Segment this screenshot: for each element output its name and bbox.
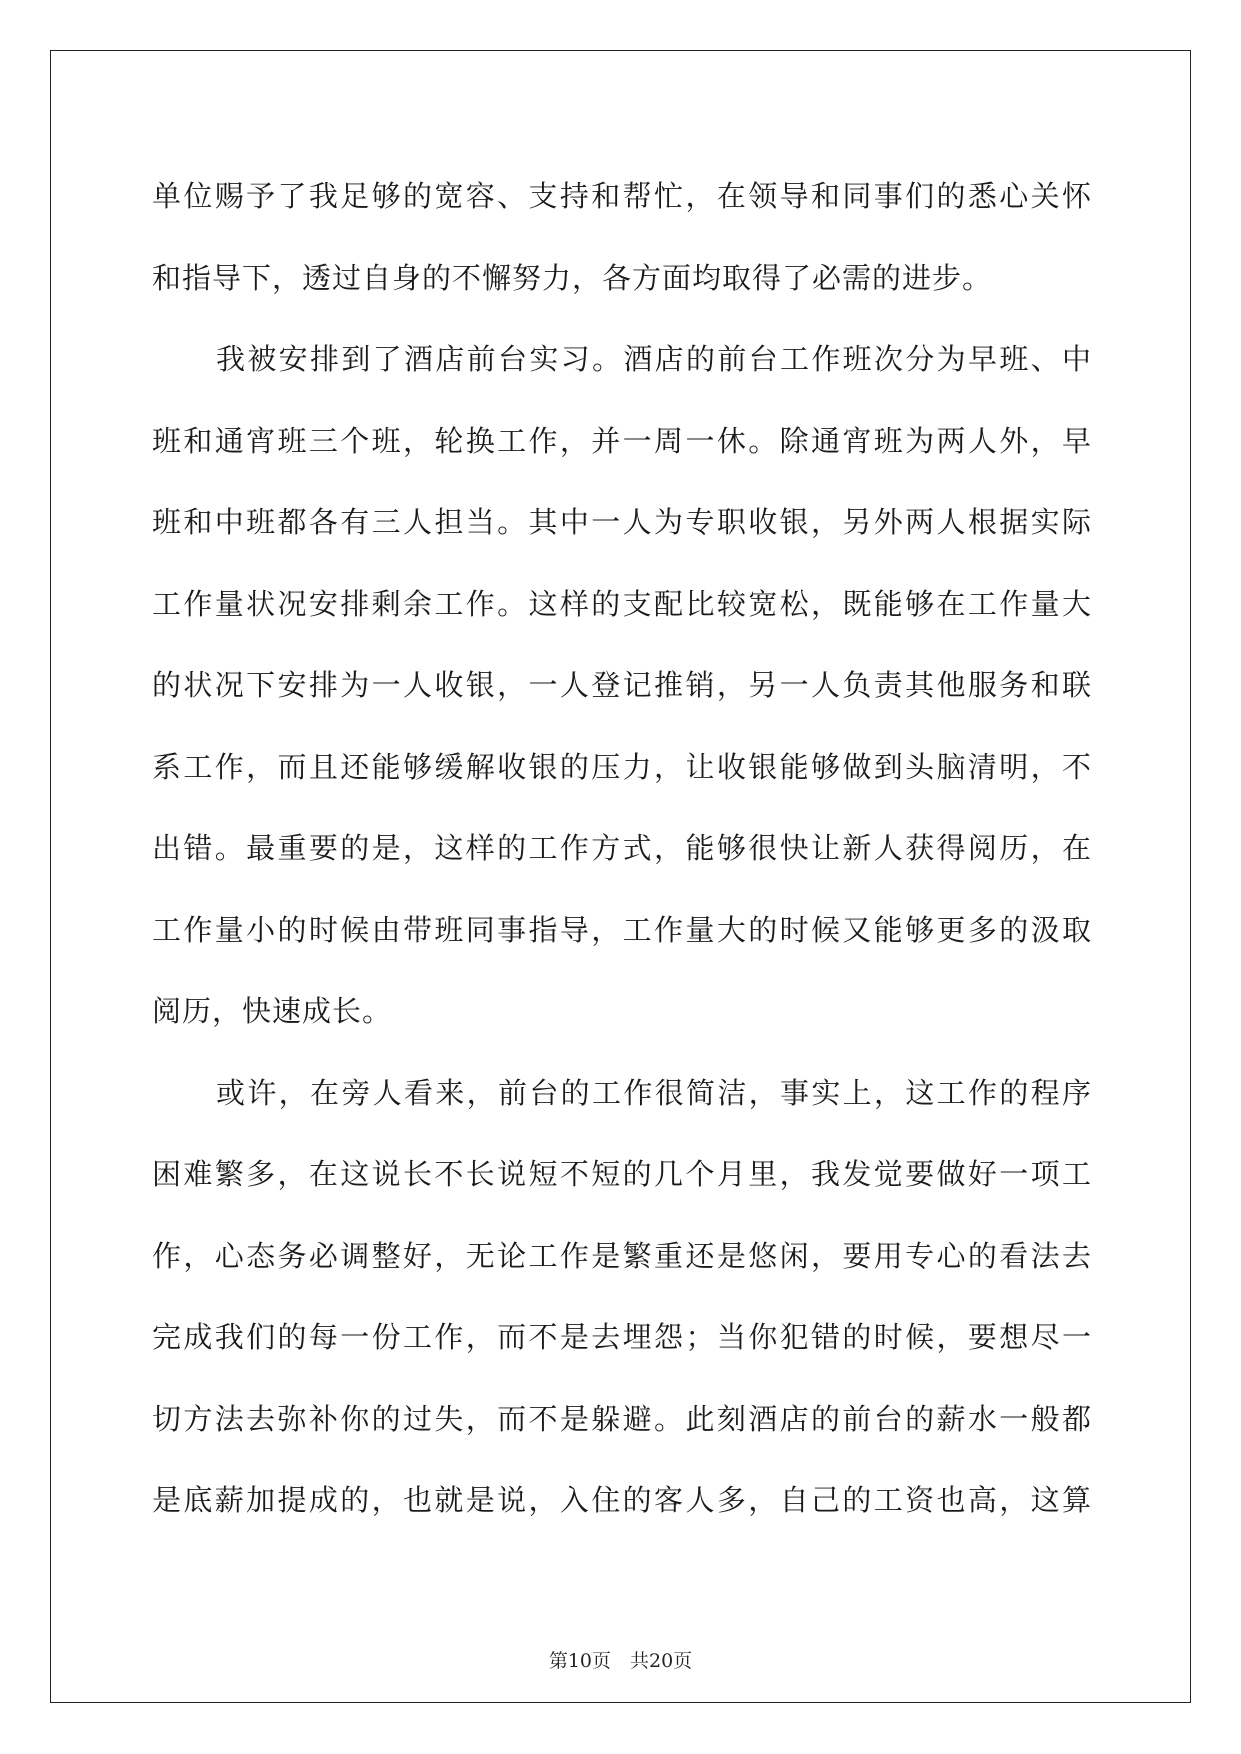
text-line: 阅历，快速成长。 [152,994,393,1028]
text-line: 系工作，而且还能够缓解收银的压力，让收银能够做到头脑清明，不 [152,749,1092,784]
text-line: 班和通宵班三个班，轮换工作，并一周一休。除通宵班为两人外，早 [152,423,1092,458]
page-number-footer: 第10页 共20页 [548,1650,693,1672]
text-line: 切方法去弥补你的过失，而不是躲避。此刻酒店的前台的薪水一般都 [152,1401,1092,1436]
text-line: 班和中班都各有三人担当。其中一人为专职收银，另外两人根据实际 [152,505,1092,539]
text-line: 工作量小的时候由带班同事指导，工作量大的时候又能够更多的汲取 [152,912,1092,947]
text-line: 的状况下安排为一人收银，一人登记推销，另一人负责其他服务和联 [152,668,1092,702]
text-line: 作，心态务必调整好，无论工作是繁重还是悠闲，要用专心的看法去 [152,1238,1092,1273]
text-line: 工作量状况安排剩余工作。这样的支配比较宽松，既能够在工作量大 [152,586,1092,621]
text-line: 困难繁多，在这说长不长说短不短的几个月里，我发觉要做好一项工 [152,1157,1092,1191]
text-line: 或许，在旁人看来，前台的工作很简洁，事实上，这工作的程序 [216,1075,1092,1110]
text-line: 完成我们的每一份工作，而不是去埋怨；当你犯错的时候，要想尽一 [152,1320,1092,1354]
text-line: 我被安排到了酒店前台实习。酒店的前台工作班次分为早班、中 [216,342,1092,376]
text-line: 和指导下，透过自身的不懈努力，各方面均取得了必需的进步。 [152,260,993,295]
text-line: 出错。最重要的是，这样的工作方式，能够很快让新人获得阅历，在 [152,831,1092,865]
text-line: 是底薪加提成的，也就是说，入住的客人多，自己的工资也高，这算 [152,1483,1092,1517]
document-body [152,156,1092,1542]
text-line: 单位赐予了我足够的宽容、支持和帮忙，在领导和同事们的悉心关怀 [152,179,1092,213]
